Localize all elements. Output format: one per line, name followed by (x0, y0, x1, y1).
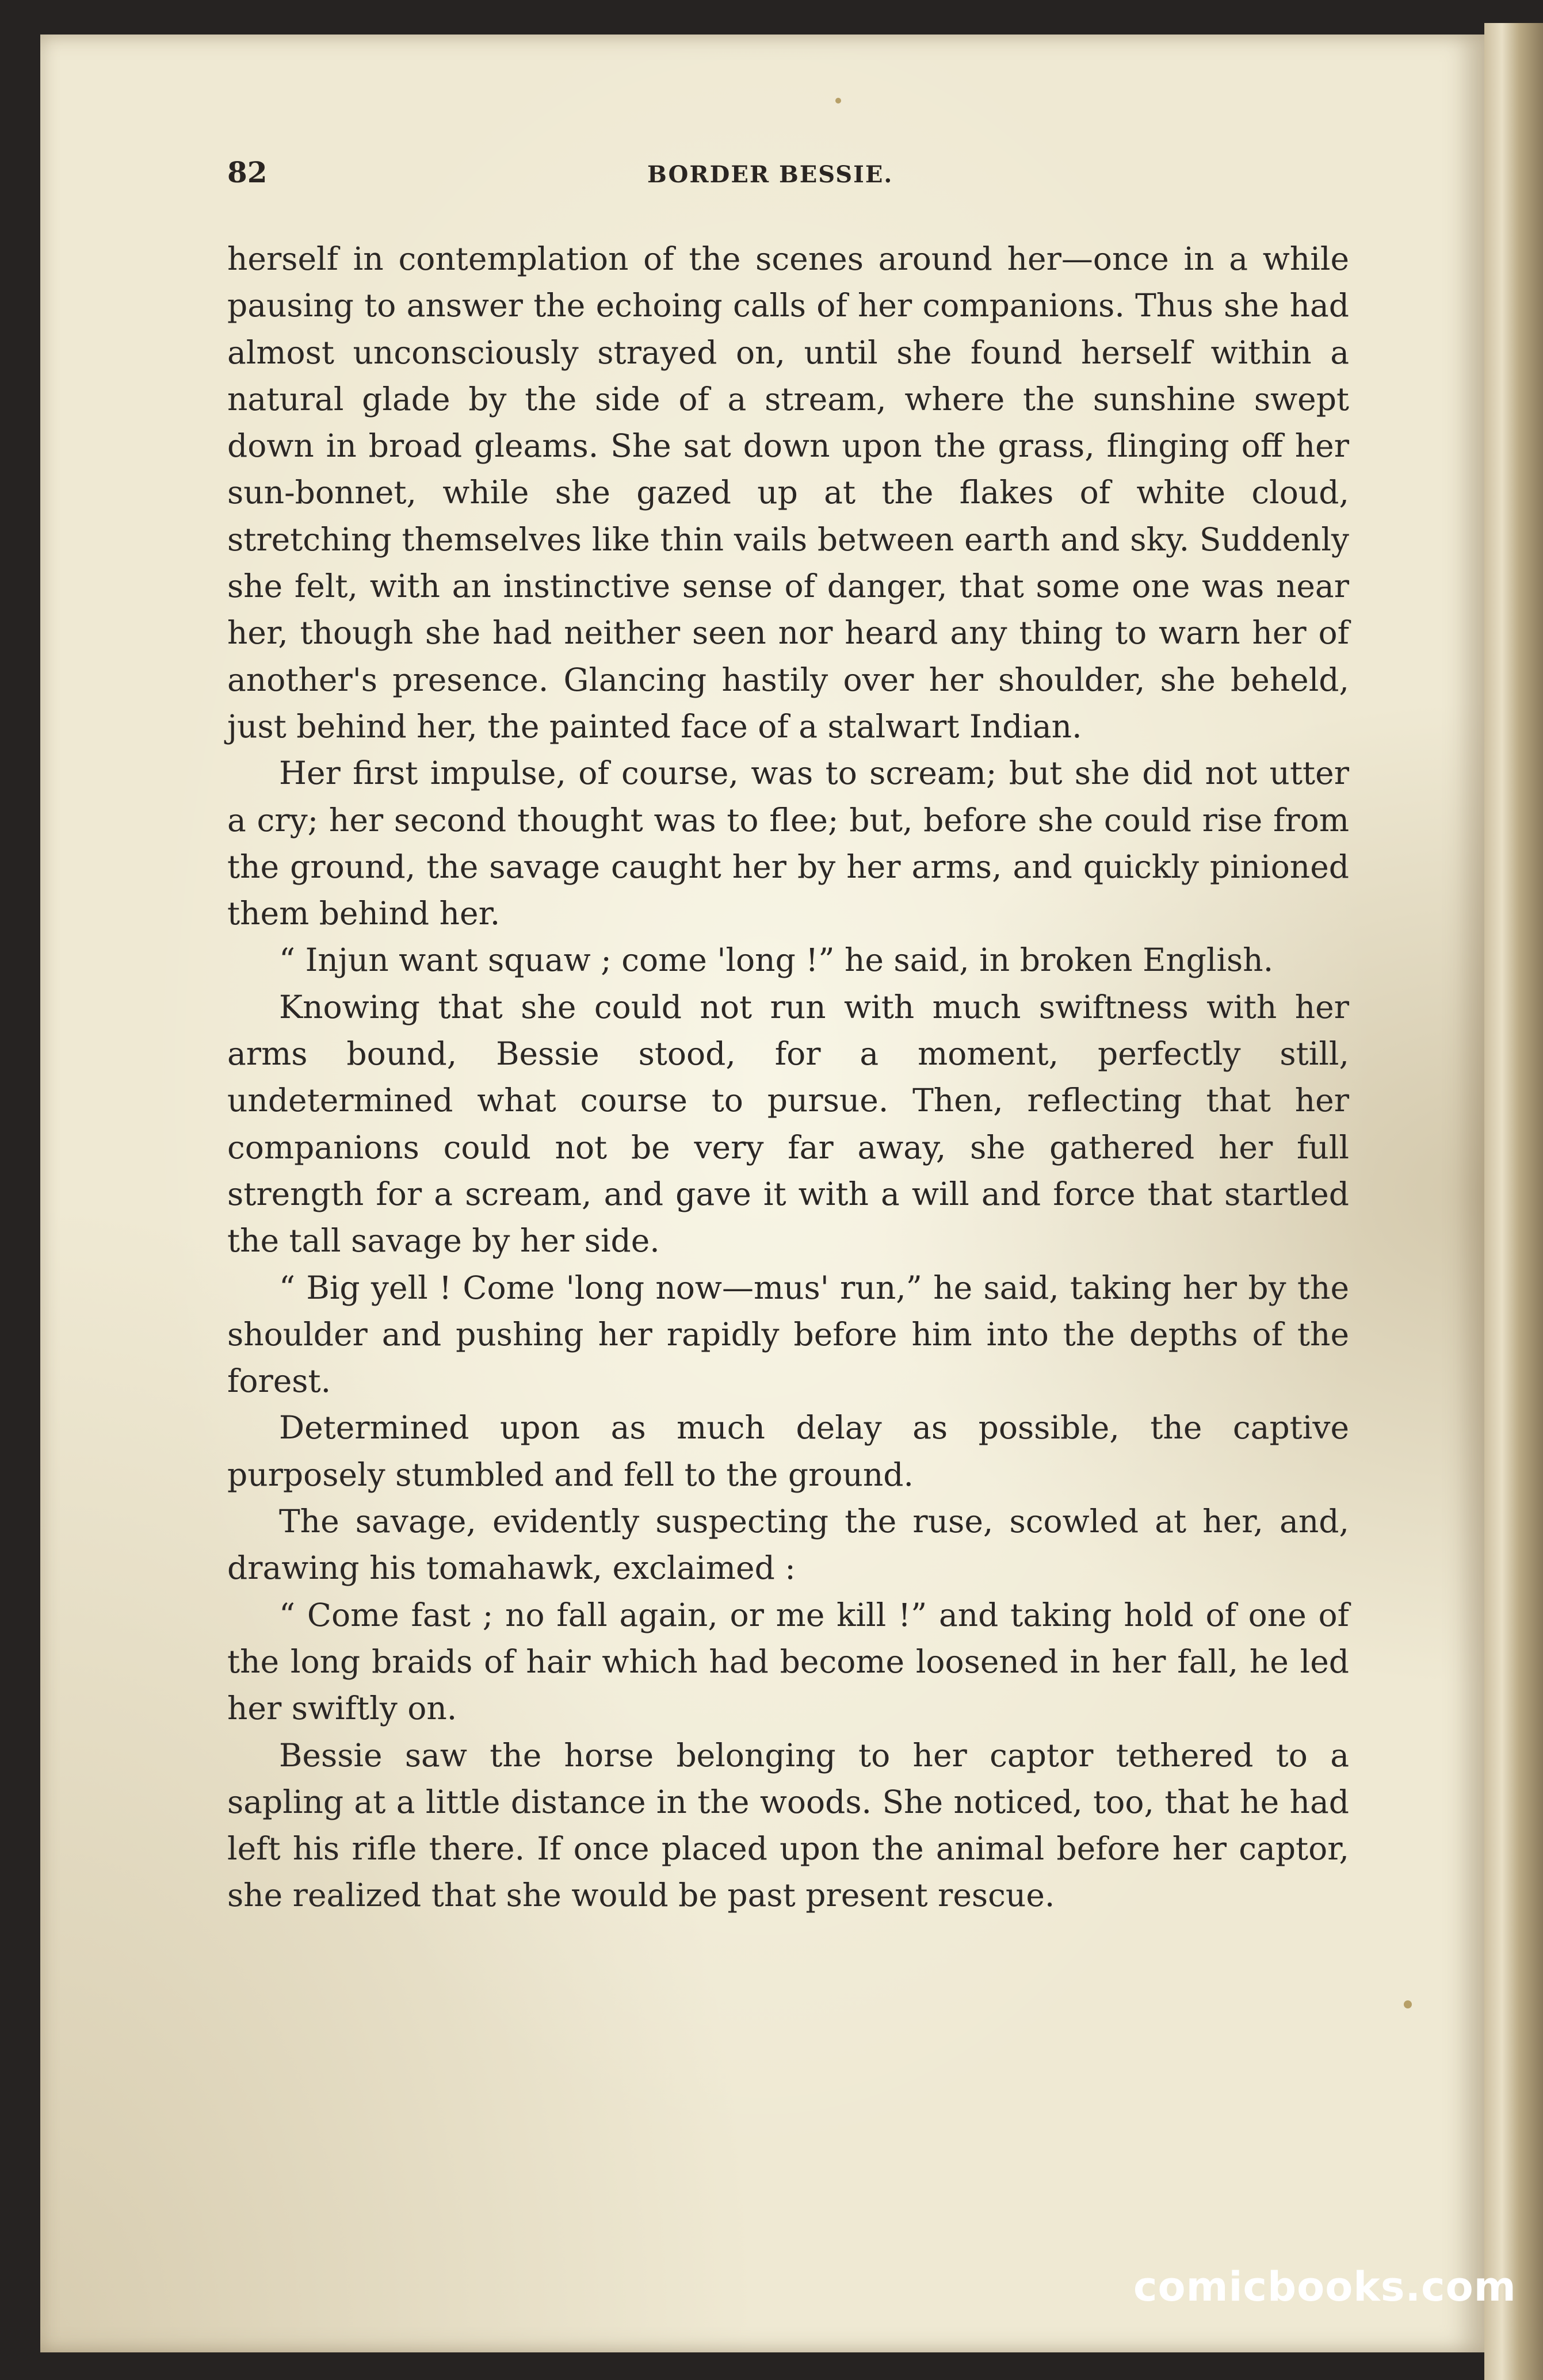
paragraph: The savage, evidently suspecting the ruse, scowled at her, and, drawing his tomahawk, exclaimed : (227, 1503, 1349, 1587)
body-text (227, 236, 1349, 1919)
page-number: 82 (227, 155, 268, 189)
paragraph: “ Big yell ! Come 'long now—mus' run,” he said, taking her by the shoulder and pushing her rapidly before him into the depths of the forest. (227, 1269, 1349, 1400)
paragraph: Knowing that she could not run with much swiftness with her arms bound, Bessie stood, for a moment, perfectly still, undetermined what course to pursue. Then, reflecting that her companions could not be very far away, she gathered her full strength for a scream, and gave it with a will and force that startled the tall savage by her side. (227, 988, 1349, 1260)
paragraph: Her first impulse, of course, was to scream; but she did not utter a cry; her second thought was to flee; but, before she could rise from the ground, the savage caught her by her arms, and quickly pinioned them behind her. (227, 755, 1349, 932)
watermark: comicbooks.com (1133, 2263, 1517, 2310)
paragraph: Bessie saw the horse belonging to her captor tethered to a sapling at a little distance in the woods. She noticed, too, that he had left his rifle there. If once placed upon the animal before her captor, she realized that she would be past present rescue. (227, 1736, 1349, 1914)
running-head: BORDER BESSIE. (647, 161, 893, 188)
paragraph: Determined upon as much delay as possible, the captive purposely stumbled and fell to the ground. (227, 1409, 1349, 1493)
page-header (227, 155, 1355, 196)
paper-speck (835, 98, 841, 104)
paragraph: herself in contemplation of the scenes around her—once in a while pausing to answer the echoing calls of her companions. Thus she had almost unconsciously strayed on, until she found herself within a natural glade by the side of a stream, where the sunshine swept down in broad gleams. She sat down upon the grass, flinging off her sun-bonnet, while she gazed up at the flakes of white cloud, stretching themselves like thin vails between earth and sky. Suddenly she felt, with an instinctive sense of danger, that some one was near her, though she had neither seen nor heard any thing to warn her of another's presence. Glancing hastily over her shoulder, she beheld, just behind her, the painted face of a stalwart Indian. (227, 240, 1349, 745)
paragraph: “ Come fast ; no fall again, or me kill !” and taking hold of one of the long braids of hair which had become loosened in her fall, he led her swiftly on. (227, 1596, 1349, 1727)
paper-speck (1404, 2000, 1412, 2008)
book-spine-edge (1484, 23, 1543, 2380)
paragraph: “ Injun want squaw ; come 'long !” he said, in broken English. (279, 942, 1274, 979)
